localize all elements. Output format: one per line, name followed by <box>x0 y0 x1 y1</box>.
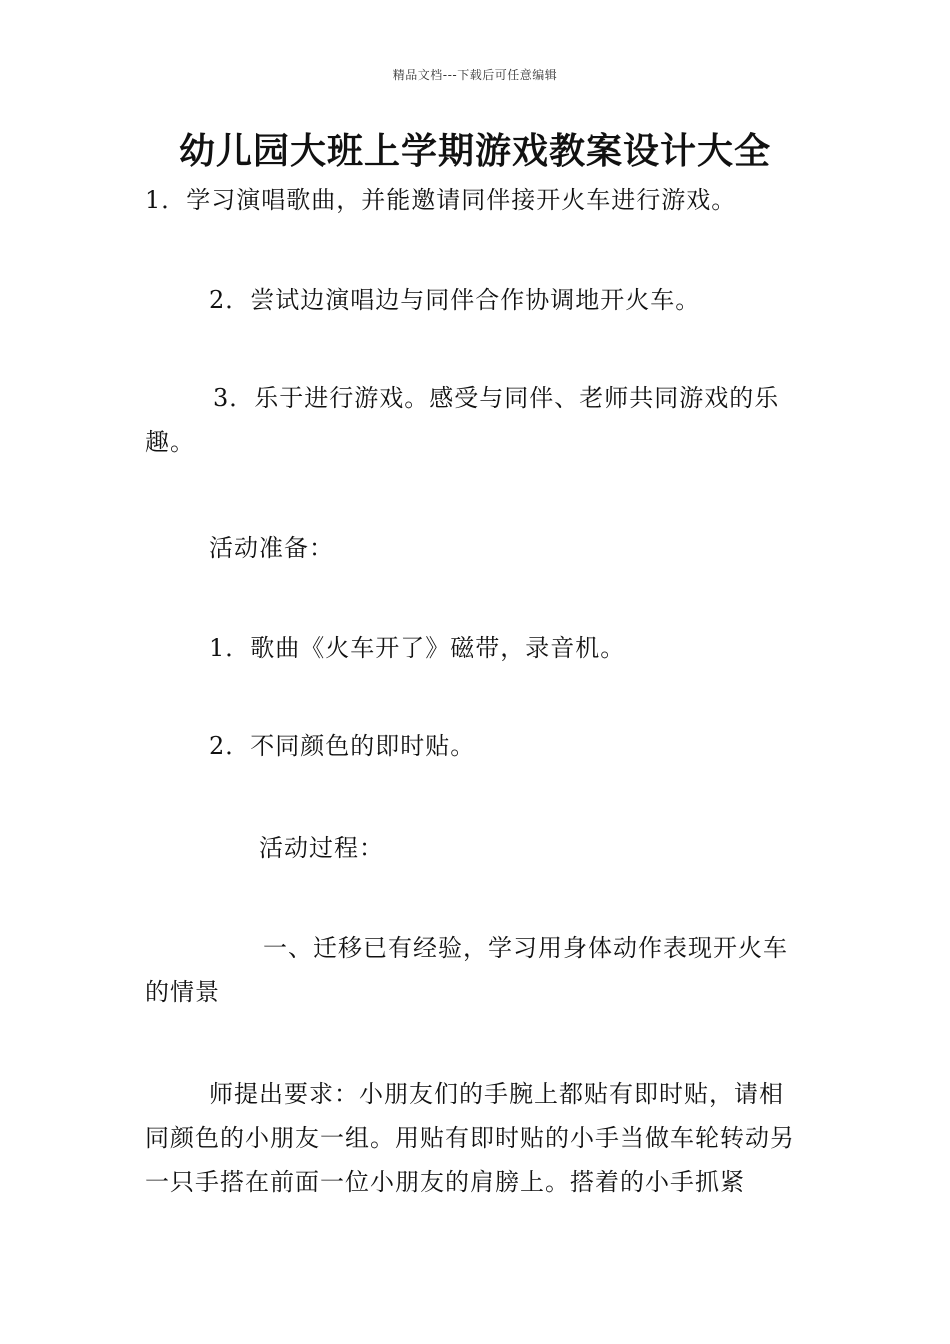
document-title: 幼儿园大班上学期游戏教案设计大全 <box>178 131 771 172</box>
paragraph-objective-2: 2．尝试边演唱边与同伴合作协调地开火车。 <box>209 286 701 314</box>
paragraph-process-step-1: 一、迁移已有经验，学习用身体动作表现开火车的情景 <box>145 934 788 1006</box>
paragraph-objective-1: 1．学习演唱歌曲，并能邀请同伴接开火车进行游戏。 <box>145 186 737 214</box>
paragraph-teacher-instructions: 师提出要求：小朋友们的手腕上都贴有即时贴，请相同颜色的小朋友一组。用贴有即时贴的小手当做车轮转动另一只手搭在前面一位小朋友的肩膀上。搭着的小手抓紧 <box>145 1080 795 1196</box>
section-heading-preparation: 活动准备： <box>209 534 334 562</box>
header-note: 精品文档---下载后可任意编辑 <box>392 68 558 82</box>
paragraph-preparation-2: 2．不同颜色的即时贴。 <box>209 732 476 760</box>
paragraph-objective-3: 3．乐于进行游戏。感受与同伴、老师共同游戏的乐趣。 <box>145 384 780 456</box>
section-heading-process: 活动过程： <box>259 834 384 862</box>
paragraph-preparation-1: 1．歌曲《火车开了》磁带，录音机。 <box>209 634 626 662</box>
